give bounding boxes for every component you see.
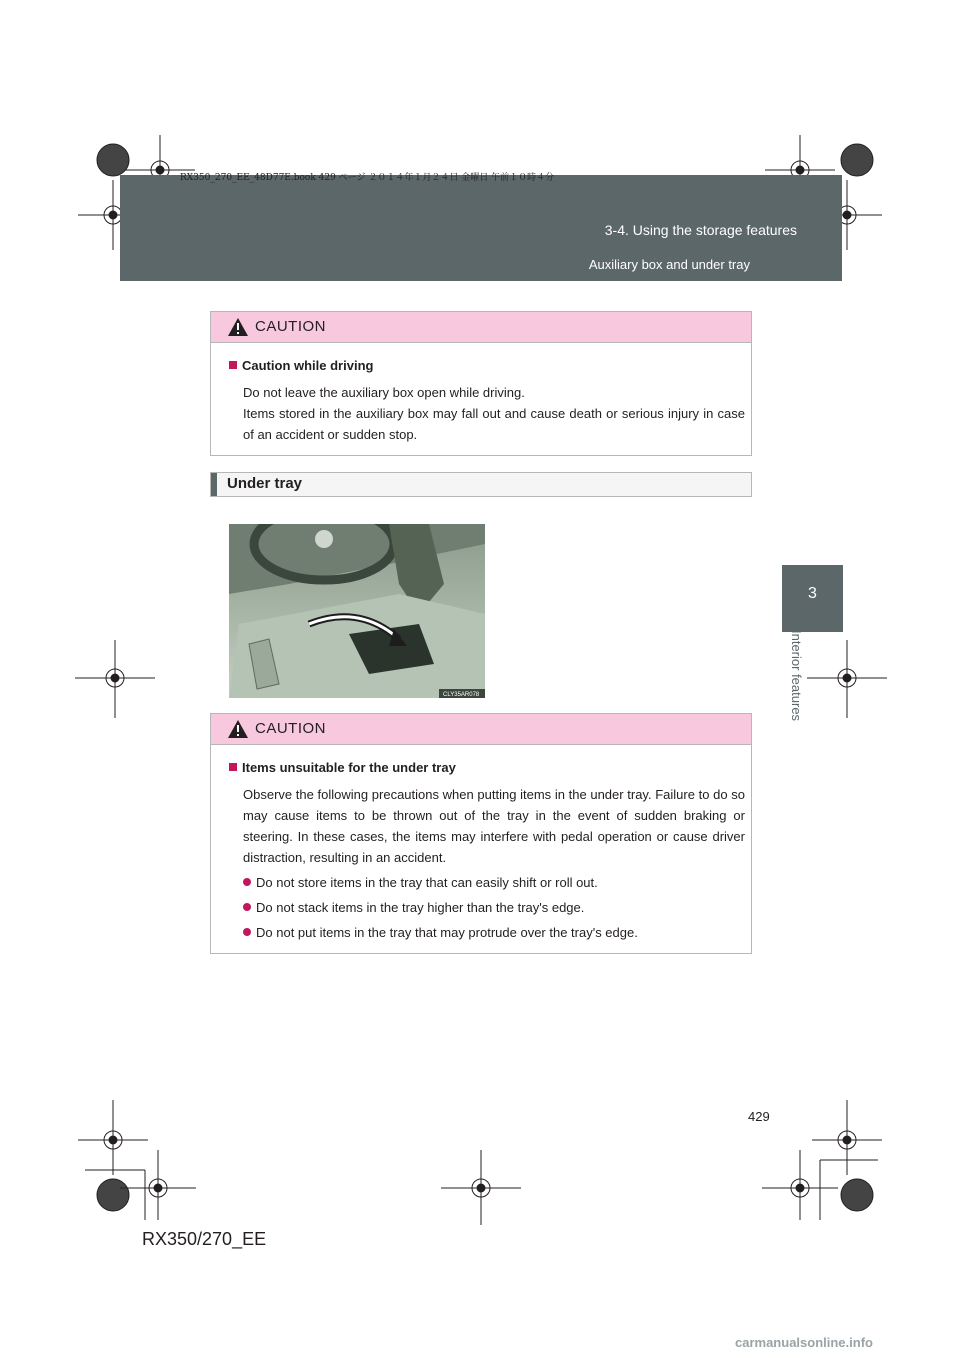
caution-text-2: Items stored in the auxiliary box may fall out and cause death or serious injury in case of an accident or sudden stop. <box>243 406 745 442</box>
caution-body <box>211 343 751 455</box>
round-bullet-icon <box>243 903 251 911</box>
square-bullet-icon <box>229 361 237 369</box>
square-bullet-icon <box>229 763 237 771</box>
chapter-label-text: Interior features <box>789 630 804 722</box>
caution-list-item <box>229 897 745 918</box>
subsection-title: Auxiliary box and under tray <box>588 257 750 272</box>
model-code: RX350/270_EE <box>142 1229 267 1249</box>
caution-paragraph: Observe the following precautions when putting items in the under tray. Failure to do so may cause items to be thrown out of the tray in the event of sudden braking or steering. In these cases, the items may interfere with pedal operation or cause driver distraction, resulting in an accident. <box>243 787 745 865</box>
caution-title: CAUTION <box>255 720 326 737</box>
chapter-tab <box>782 565 843 632</box>
caution-body <box>211 745 751 953</box>
caution-text-1: Do not leave the auxiliary box open while driving. <box>243 385 525 400</box>
caution-heading-text: Caution while driving <box>242 358 374 373</box>
chapter-label <box>786 630 802 750</box>
under-tray-photo <box>229 524 485 698</box>
caution-box-under-tray <box>210 713 752 954</box>
caution-list-item-text: Do not stack items in the tray higher than the tray's edge. <box>256 900 585 915</box>
heading-accent <box>211 473 217 496</box>
caution-box-driving <box>210 311 752 456</box>
under-tray-heading <box>210 472 752 497</box>
caution-heading-text: Items unsuitable for the under tray <box>242 760 456 775</box>
print-info-line: RX350_270_EE_48D77E.book 429 ページ ２０１４年１月２４日 金曜日 午前１０時４分 <box>180 173 555 183</box>
round-bullet-icon <box>243 878 251 886</box>
caution-list-item <box>229 922 745 943</box>
caution-list-item-text: Do not store items in the tray that can easily shift or roll out. <box>256 875 598 890</box>
caution-heading <box>229 355 745 376</box>
warning-triangle-icon <box>227 317 249 337</box>
page-number: 429 <box>748 1109 770 1124</box>
section-title: 3-4. Using the storage features <box>604 222 797 238</box>
caution-heading <box>229 757 745 778</box>
photo-code: CLY35AR078 <box>443 692 480 698</box>
caution-header <box>211 714 751 745</box>
caution-list-item <box>229 872 745 893</box>
under-tray-heading-text: Under tray <box>227 475 303 492</box>
caution-list-item-text: Do not put items in the tray that may protrude over the tray's edge. <box>256 925 638 940</box>
watermark: carmanualsonline.info <box>735 1335 873 1350</box>
warning-triangle-icon <box>227 719 249 739</box>
round-bullet-icon <box>243 928 251 936</box>
caution-title: CAUTION <box>255 318 326 335</box>
caution-header <box>211 312 751 343</box>
chapter-number: 3 <box>808 585 817 602</box>
